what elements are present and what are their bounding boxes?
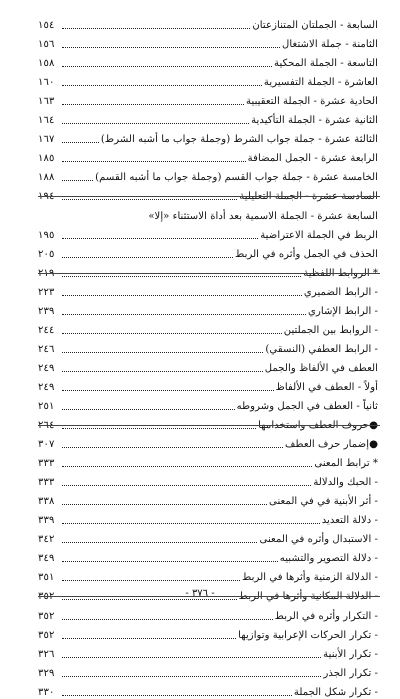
- leader-dots: [62, 427, 256, 429]
- toc-entry: [38, 375, 378, 394]
- leader-dots: [62, 408, 235, 410]
- leader-dots: [62, 618, 273, 620]
- toc-entry-page: ٣٤٢: [38, 534, 55, 546]
- leader-dots: [62, 65, 272, 67]
- leader-dots: [62, 656, 321, 658]
- toc-entry-title: - الحبك والدلالة: [313, 477, 378, 489]
- leader-dots: [62, 560, 278, 562]
- toc-entry-title: ثانياً - العطف في الجمل وشروطه: [236, 400, 378, 412]
- toc-entry: [38, 299, 378, 318]
- toc-entry: [38, 146, 378, 165]
- leader-dots: [62, 237, 258, 239]
- divider: [38, 273, 380, 274]
- toc-entry-title: الثامنة - جملة الاشتغال: [282, 39, 378, 51]
- leader-dots: [62, 160, 246, 162]
- toc-entry-title: - أثر الأبنية في في المعنى: [268, 496, 378, 508]
- toc-entry-page: ٣٣٩: [38, 515, 55, 527]
- leader-dots: [62, 122, 249, 124]
- toc-entry: [38, 223, 378, 242]
- toc-entry-page: ١٥٨: [38, 58, 55, 70]
- leader-dots: [62, 141, 99, 143]
- toc-entry-title: ●إضمار حرف العطف: [285, 439, 378, 451]
- toc-entry: [38, 89, 378, 108]
- divider: [38, 196, 380, 197]
- toc-entry-page: ١٦٤: [38, 115, 55, 127]
- leader-dots: [62, 675, 321, 677]
- toc-entry: [38, 642, 378, 661]
- toc-entry-page: ١٥٤: [38, 20, 55, 32]
- toc-entry-page: ٣٤٩: [38, 553, 55, 565]
- leader-dots: [62, 389, 274, 391]
- toc-entry-page: ١٨٨: [38, 172, 55, 184]
- toc-entry-page: ٢١٩: [38, 267, 55, 279]
- toc-entry: [38, 451, 378, 470]
- leader-dots: [62, 503, 267, 505]
- toc-entry-page: ٣٢٩: [38, 667, 55, 679]
- leader-dots: [62, 27, 250, 29]
- toc-entry-page: ٢٢٣: [38, 286, 55, 298]
- toc-entry: [38, 680, 378, 699]
- toc-entry-title: أولاً - العطف في الألفاظ: [275, 381, 378, 393]
- toc-entry: [38, 108, 378, 127]
- toc-entry-page: ١٨٥: [38, 153, 55, 165]
- toc-entry: [38, 508, 378, 527]
- toc-entry-title: * ترابط المعنى: [314, 458, 378, 470]
- toc-entry-title: السابعة - الجملتان المتنازعتان: [252, 20, 378, 32]
- toc-entry-title: الربط في الجملة الاعتراضية: [260, 229, 378, 241]
- toc-entry-page: ٣٣٠: [38, 686, 55, 698]
- toc-entry-page: ٣٣٣: [38, 477, 55, 489]
- leader-dots: [62, 313, 306, 315]
- toc-entry-page: ٣٠٧: [38, 439, 55, 451]
- toc-entry: [38, 546, 378, 565]
- toc-entry-page: ٣٥٢: [38, 591, 55, 603]
- toc-entry: [38, 165, 378, 184]
- toc-entry: [38, 432, 378, 451]
- leader-dots: [62, 579, 240, 581]
- toc-entry: [38, 127, 378, 146]
- leader-dots: [62, 637, 236, 639]
- toc-entry-page: ٢٤٤: [38, 324, 55, 336]
- toc-entry: [38, 661, 378, 680]
- toc-entry: [38, 70, 378, 89]
- toc-entry-page: ١٩٥: [38, 229, 55, 241]
- toc-entry-page: ١٦٧: [38, 134, 55, 146]
- toc-entry-title: - الاستبدال وأثره في المعنى: [259, 534, 378, 546]
- toc-entry: [38, 623, 378, 642]
- toc-entry-title: - الدلالة المكانية وأثرها في الربط: [238, 591, 378, 603]
- toc-entry-title: الرابعة عشرة - الجمل المضافة: [247, 153, 378, 165]
- toc-entry-page: ٣٣٣: [38, 458, 55, 470]
- toc-entry-page: ١٦٠: [38, 77, 55, 89]
- toc-entry-title: - تكرار الأبنية: [323, 648, 378, 660]
- leader-dots: [62, 484, 311, 486]
- toc-entry-page: ٢٤٩: [38, 362, 55, 374]
- toc-entry-title: - تكرار الجذر: [323, 667, 378, 679]
- toc-entry-page: ١٥٦: [38, 39, 55, 51]
- toc-entry-title: - تكرار شكل الجملة: [293, 686, 378, 698]
- toc-entry-title: - الرابط العطفي (النسقي): [265, 343, 378, 355]
- toc-entry-title: - التكرار وأثره في الربط: [274, 610, 378, 622]
- toc-entry: [38, 13, 378, 32]
- toc-entry-title: العطف في الألفاظ والجمل: [264, 362, 378, 374]
- toc-entry-title: - الرابط الإشاري: [308, 305, 378, 317]
- page-number: - ٣٧٦ -: [185, 588, 215, 599]
- leader-dots: [62, 256, 233, 258]
- toc-entry-page: ١٩٤: [38, 191, 55, 203]
- toc-entry-title: * الروابط اللفظية: [303, 267, 378, 279]
- toc-entry-title: الثالثة عشرة - جملة جواب الشرط (وجملة جواب ما أشبه الشرط): [100, 134, 378, 146]
- toc-entry-page: ٣٥٢: [38, 610, 55, 622]
- leader-dots: [62, 694, 292, 696]
- leader-dots: [62, 84, 262, 86]
- leader-dots: [62, 103, 244, 105]
- toc-entry-title: - تكرار الحركات الإعرابية وتوازيها: [238, 629, 378, 641]
- toc-entry-title: - دلالة التصوير والتشبيه: [279, 553, 378, 565]
- toc-entry-page: ٣٥١: [38, 572, 55, 584]
- leader-dots: [62, 370, 263, 372]
- toc-entry: [38, 318, 378, 337]
- toc-entry: [38, 242, 378, 261]
- toc-entry-title: - الرابط الضميري: [303, 286, 378, 298]
- toc-entry: [38, 203, 378, 222]
- leader-dots: [62, 332, 282, 334]
- toc-entry: [38, 51, 378, 70]
- toc-entry-title: ●حروف العطف واستخدامها: [258, 420, 378, 432]
- leader-dots: [62, 179, 93, 181]
- toc-entry-title: الحادية عشرة - الجملة التعقيبية: [246, 96, 378, 108]
- toc-entry-title: السابعة عشرة - الجملة الاسمية بعد أداة الاستثناء «إلا»: [148, 210, 378, 222]
- toc-entry: [38, 337, 378, 356]
- toc-entry: [38, 280, 378, 299]
- toc-entry-page: ٣٢٦: [38, 648, 55, 660]
- toc-entry-title: التاسعة - الجملة المحكية: [274, 58, 378, 70]
- toc-entry: [38, 413, 378, 432]
- toc-entry-title: السادسة عشرة - الجملة التعليلية: [239, 191, 378, 203]
- toc-entry-title: الحذف في الجمل وأثره في الربط: [234, 248, 378, 260]
- leader-dots: [62, 541, 257, 543]
- leader-dots: [62, 198, 237, 200]
- toc-entry-title: - الروابط بين الجملتين: [283, 324, 378, 336]
- toc-entry-page: ١٦٣: [38, 96, 55, 108]
- toc-entry: [38, 356, 378, 375]
- leader-dots: [62, 465, 312, 467]
- divider: [38, 425, 380, 426]
- leader-dots: [62, 294, 302, 296]
- leader-dots: [62, 46, 280, 48]
- toc-entry: [38, 394, 378, 413]
- leader-dots: [62, 351, 263, 353]
- toc-entry: [38, 489, 378, 508]
- toc-entry-page: ٢٥١: [38, 400, 55, 412]
- toc-entry-page: ٢٠٥: [38, 248, 55, 260]
- toc-entry-page: ٣٣٨: [38, 496, 55, 508]
- toc-entry: [38, 603, 378, 622]
- toc-entry: [38, 32, 378, 51]
- toc-entry: [38, 184, 378, 203]
- toc-entry-title: الخامسة عشرة - جملة جواب القسم (وجملة جواب ما أشبه القسم): [95, 172, 378, 184]
- toc-entry: [38, 470, 378, 489]
- toc-entry-title: - الدلالة الزمنية وأثرها في الربط: [241, 572, 378, 584]
- toc-entry-page: ٢٦٤: [38, 420, 55, 432]
- toc-entry: [38, 565, 378, 584]
- leader-dots: [62, 446, 283, 448]
- toc-entry: [38, 527, 378, 546]
- toc-entry-page: ٢٤٦: [38, 343, 55, 355]
- toc-entry-title: الثانية عشرة - الجملة التأكيدية: [251, 115, 378, 127]
- toc-entry-page: ٢٤٩: [38, 381, 55, 393]
- toc-entry: [38, 261, 378, 280]
- toc-entry-title: - دلالة التعديد: [321, 515, 378, 527]
- leader-dots: [62, 275, 301, 277]
- leader-dots: [62, 522, 320, 524]
- toc-entry-page: ٢٣٩: [38, 305, 55, 317]
- toc-entry-title: العاشرة - الجملة التفسيرية: [263, 77, 378, 89]
- toc-entry-page: ٣٥٢: [38, 629, 55, 641]
